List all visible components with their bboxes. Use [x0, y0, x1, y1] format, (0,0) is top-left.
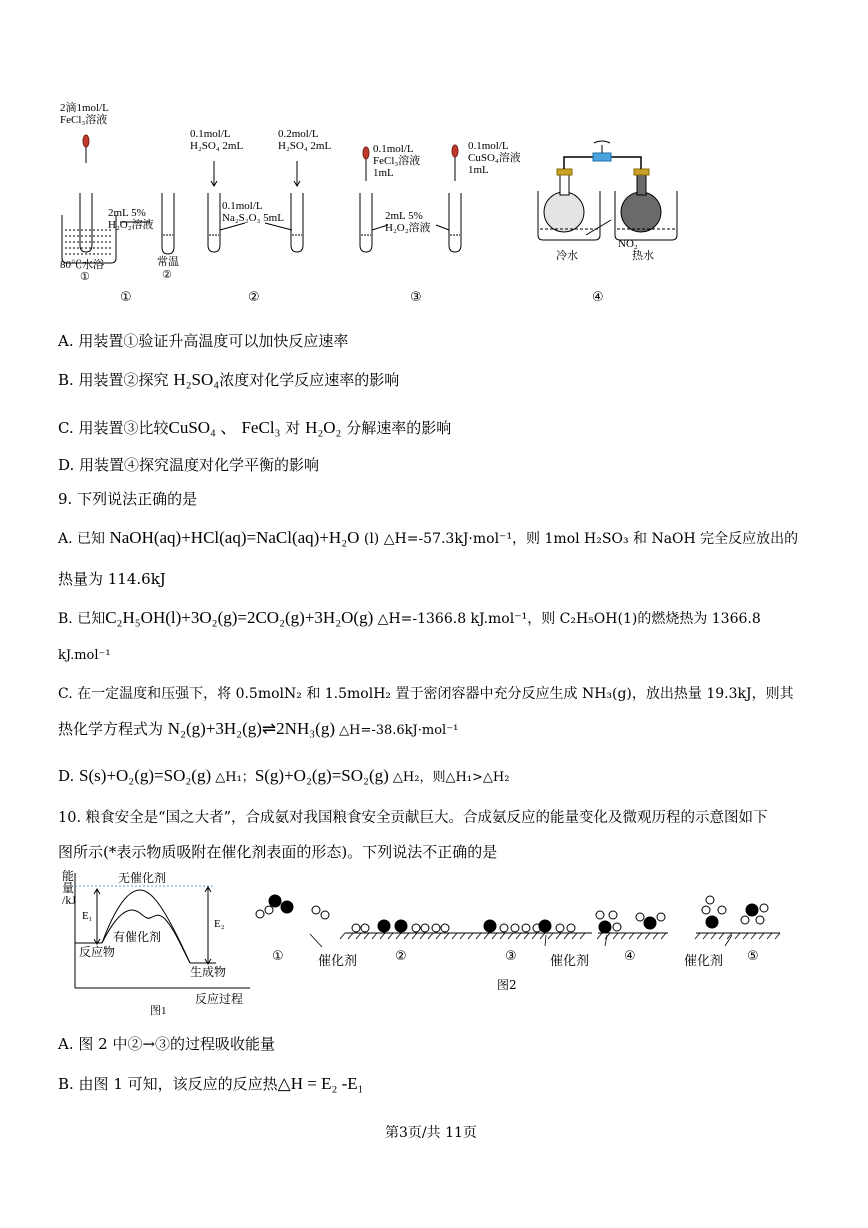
q10-stem-line2: 图所示(*表示物质吸附在催化剂表面的形态)。下列说法不正确的是	[58, 843, 498, 861]
q9-option-a: A. 已知 NaOH(aq)+HCl(aq)=NaCl(aq)+H₂O (l) △H=-57.3kJ·mol⁻¹，则 1mol H₂SO₃ 和 NaOH 完全反应放出的	[58, 528, 799, 547]
dropper-1-icon	[83, 135, 89, 163]
fig1-no-catalyst: 无催化剂	[118, 871, 167, 885]
fig1-e2: E₂	[214, 918, 225, 930]
micro-process-diagram	[240, 890, 820, 950]
a4-gas-label: NO₂	[618, 238, 638, 250]
a2-caption: ②	[248, 290, 260, 305]
q9-option-a-line2: 热量为 114.6kJ	[58, 570, 166, 588]
a4-hot-label: 热水	[632, 250, 654, 262]
q8-option-b: B. 用装置②探究 H₂SO₄浓度对化学反应速率的影响	[58, 370, 400, 389]
test-tube-1-icon	[80, 193, 92, 252]
a2-tube-label: 0.1mol/L Na₂S₂O₃ 5mL	[222, 200, 284, 224]
fig2-catalyst-2: 催化剂	[550, 954, 590, 969]
test-tube-2-icon	[162, 193, 174, 254]
q8-option-a: A. 用装置①验证升高温度可以加快反应速率	[58, 332, 349, 350]
fig1-reactants: 反应物	[79, 945, 116, 959]
a3-reag2-label: 0.1mol/L CuSO₄溶液 1mL	[468, 140, 521, 176]
a4-caption: ④	[592, 290, 604, 305]
a1-mark-1: ①	[80, 271, 90, 283]
q9-option-d: D. S(s)+O₂(g)=SO₂(g) △H₁；S(g)+O₂(g)=SO₂(g) △H₂，则△H₁>△H₂	[58, 766, 510, 785]
a3-caption: ③	[410, 290, 422, 305]
fig2-catalyst-1: 催化剂	[318, 954, 358, 969]
fig1-caption: 图1	[150, 1005, 167, 1017]
fig1-e1: E₁	[82, 910, 93, 922]
a1-caption: ①	[120, 290, 132, 305]
q10-option-a: A. 图 2 中②→③的过程吸收能量	[58, 1035, 276, 1053]
a3-tube-label: 2mL 5% H₂O₂溶液	[385, 210, 431, 234]
a1-room-label: 常温	[157, 256, 179, 268]
q9-option-b-line2: kJ.mol⁻¹	[58, 648, 111, 663]
q10-option-b: B. 由图 1 可知，该反应的反应热△H = E₂ -E₁	[58, 1074, 364, 1093]
a1-drop-label: 2滴1mol/L FeCl₃溶液	[60, 102, 109, 126]
fig1-xlabel: 反应过程	[195, 992, 244, 1006]
test-tube-4-icon	[291, 193, 303, 252]
test-tube-6-icon	[449, 193, 461, 252]
test-tube-5-icon	[360, 193, 372, 252]
q9-option-c-line1: C. 在一定温度和压强下，将 0.5molN₂ 和 1.5molH₂ 置于密闭容器中充分反应生成 NH₃(g)，放出热量 19.3kJ，则其	[58, 686, 794, 702]
fig2-mark-5: ⑤	[747, 949, 759, 964]
a3-reag1-label: 0.1mol/L FeCl₃溶液 1mL	[373, 143, 421, 179]
q8-option-d: D. 用装置④探究温度对化学平衡的影响	[58, 456, 320, 474]
a1-mark-2: ②	[162, 269, 172, 281]
apparatus-figure	[0, 95, 868, 315]
page-footer: 第3页/共 11页	[385, 1125, 477, 1141]
q9-stem: 9. 下列说法正确的是	[58, 490, 198, 508]
valve-icon	[593, 141, 611, 161]
q9-option-b: B. 已知C₂H₅OH(l)+3O₂(g)=2CO₂(g)+3H₂O(g) △H=-1366.8 kJ.mol⁻¹，则 C₂H₅OH(1)的燃烧热为 1366.8	[58, 608, 761, 627]
no-catalyst-curve	[102, 890, 190, 963]
q8-option-c: C. 用装置③比较CuSO₄ 、 FeCl₃ 对 H₂O₂ 分解速率的影响	[58, 418, 452, 437]
a2-reag1-label: 0.1mol/L H₂SO₄ 2mL	[190, 128, 244, 152]
fig2-mark-2: ②	[395, 949, 407, 964]
a1-bath-label: 80℃水浴	[60, 259, 104, 271]
fig2-mark-1: ①	[272, 949, 284, 964]
a1-tube-label: 2mL 5% H₂O₂溶液	[108, 207, 154, 231]
q9-option-c-line2: 热化学方程式为 N₂(g)+3H₂(g)⇌2NH₃(g) △H=-38.6kJ·mol⁻¹	[58, 719, 459, 738]
fig2-catalyst-3: 催化剂	[684, 954, 724, 969]
fig1-with-catalyst: 有催化剂	[113, 930, 162, 944]
a4-cold-label: 冷水	[556, 250, 578, 262]
fig1-ylabel: 能 量 /kJ	[62, 869, 77, 907]
a2-reag2-label: 0.2mol/L H₂SO₄ 2mL	[278, 128, 332, 152]
fig2-caption: 图2	[497, 978, 517, 992]
dropper-2-icon	[363, 147, 369, 181]
fig2-mark-4: ④	[624, 949, 636, 964]
fig2-mark-3: ③	[505, 949, 517, 964]
dropper-3-icon	[452, 145, 458, 181]
test-tube-3-icon	[208, 193, 220, 252]
q10-stem-line1: 10. 粮食安全是“国之大者”，合成氨对我国粮食安全贡献巨大。合成氨反应的能量变化及微观历程的示意图如下	[58, 810, 768, 826]
fig1-products: 生成物	[190, 965, 227, 979]
